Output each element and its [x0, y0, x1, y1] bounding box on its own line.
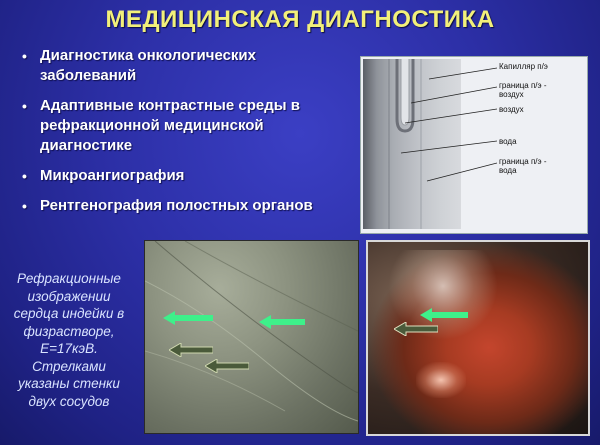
bullet-text: Адаптивные контрастные среды в рефракционной медицинской диагностике [40, 97, 300, 154]
bullet-item [18, 46, 318, 86]
dark-arrow-icon [205, 359, 249, 373]
capillary-figure [360, 56, 588, 234]
label-border-air: граница п/э - [499, 81, 547, 90]
bullet-text: Рентгенография полостных органов [40, 197, 313, 214]
dark-arrow-icon [169, 343, 213, 357]
heart-photo [366, 240, 590, 436]
dark-arrow-icon [394, 322, 438, 336]
bullet-list [18, 46, 318, 226]
green-arrow-icon [163, 311, 213, 325]
slide-title: МЕДИЦИНСКАЯ ДИАГНОСТИКА [105, 6, 495, 33]
label-air: воздух [499, 105, 524, 114]
bullet-marker: • [22, 98, 27, 114]
bullet-marker: • [22, 168, 27, 184]
bullet-item [18, 96, 318, 156]
bullet-marker: • [22, 198, 27, 214]
xray-texture [145, 241, 358, 433]
bullet-item [18, 196, 318, 216]
label-border-water-2: вода [499, 166, 517, 175]
label-water: вода [499, 137, 517, 146]
label-capillary: Капилляр п/э [499, 62, 548, 71]
leader-lines [361, 57, 587, 233]
bullet-marker: • [22, 48, 27, 64]
green-arrow-icon [259, 315, 305, 329]
bullet-text: Диагностика онкологических заболеваний [40, 47, 256, 84]
bullet-text: Микроангиография [40, 167, 185, 184]
label-border-water: граница п/э - [499, 157, 547, 166]
label-border-air-2: воздух [499, 90, 524, 99]
bullet-item [18, 166, 318, 186]
figure-caption: Рефракционные изображении сердца индейки в физрастворе, E=17кэВ. Стрелками указаны стенки двух сосудов [13, 271, 125, 409]
green-arrow-icon [420, 308, 468, 322]
photo-highlight [416, 362, 466, 398]
xray-image [144, 240, 359, 434]
